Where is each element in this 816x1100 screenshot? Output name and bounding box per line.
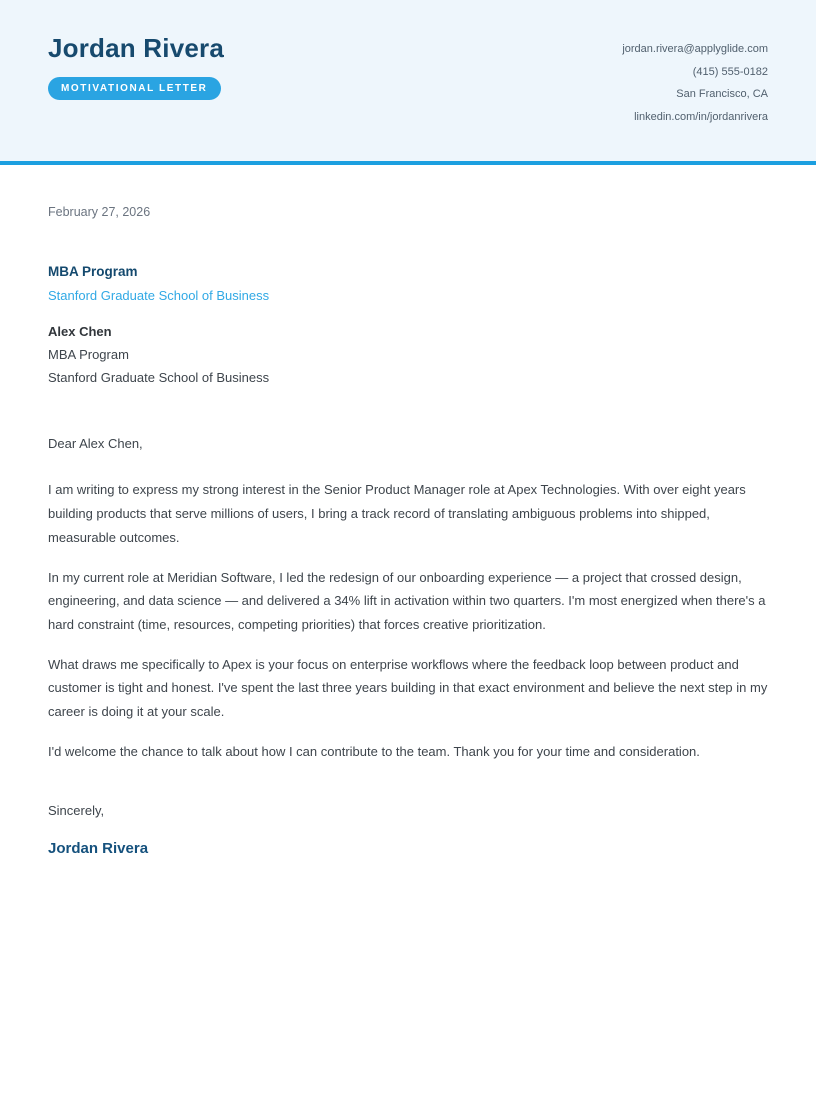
signature-name: Jordan Rivera <box>48 840 149 858</box>
recipient-school: Stanford Graduate School of Business <box>48 370 270 386</box>
recipient-program-title: MBA Program <box>48 263 138 279</box>
paragraph: I'd welcome the chance to talk about how I can contribute to the team. Thank you for your time and consideration. <box>48 743 700 759</box>
contact-linkedin: linkedin.com/in/jordanrivera <box>634 111 768 124</box>
contact-location: San Francisco, CA <box>676 88 768 101</box>
paragraph: In my current role at Meridian Software, I led the redesign of our onboarding experience — a project that crossed design, engineering, and data science — and delivered a 34% lift in activation within two quarters. I'm most energized when there's a hard constraint (time, resources, competing priorities) that forces creative prioritization. <box>48 569 766 632</box>
salutation: Dear Alex Chen, <box>48 436 143 452</box>
paragraph: What draws me specifically to Apex is your focus on enterprise workflows where the feedback loop between product and customer is tight and honest. I've spent the last three years building in that exact environment and believe the next step in my career is doing it at your scale. <box>48 656 768 720</box>
header-left <box>48 34 224 100</box>
recipient-org-link[interactable]: Stanford Graduate School of Business <box>48 287 270 303</box>
letter-paragraphs <box>48 478 768 763</box>
closing: Sincerely, <box>48 803 105 819</box>
contact-block <box>622 38 768 129</box>
letter-body <box>0 165 816 858</box>
applicant-name: Jordan Rivera <box>48 33 225 63</box>
recipient-dept: MBA Program <box>48 347 129 363</box>
recipient-person-block <box>48 320 768 390</box>
recipient-person-name: Alex Chen <box>48 323 112 339</box>
contact-phone: (415) 555-0182 <box>692 65 768 78</box>
paragraph: I am writing to express my strong interest in the Senior Product Manager role at Apex Technologies. With over eight years building products that serve millions of users, I bring a track record of translating ambiguous problems into shipped, measurable outcomes. <box>48 482 746 545</box>
letter-date: February 27, 2026 <box>48 204 151 219</box>
letter-header <box>0 0 816 165</box>
recipient-block <box>48 264 768 390</box>
document-type-badge: MOTIVATIONAL LETTER <box>48 77 221 100</box>
contact-email: jordan.rivera@applyglide.com <box>622 43 768 55</box>
